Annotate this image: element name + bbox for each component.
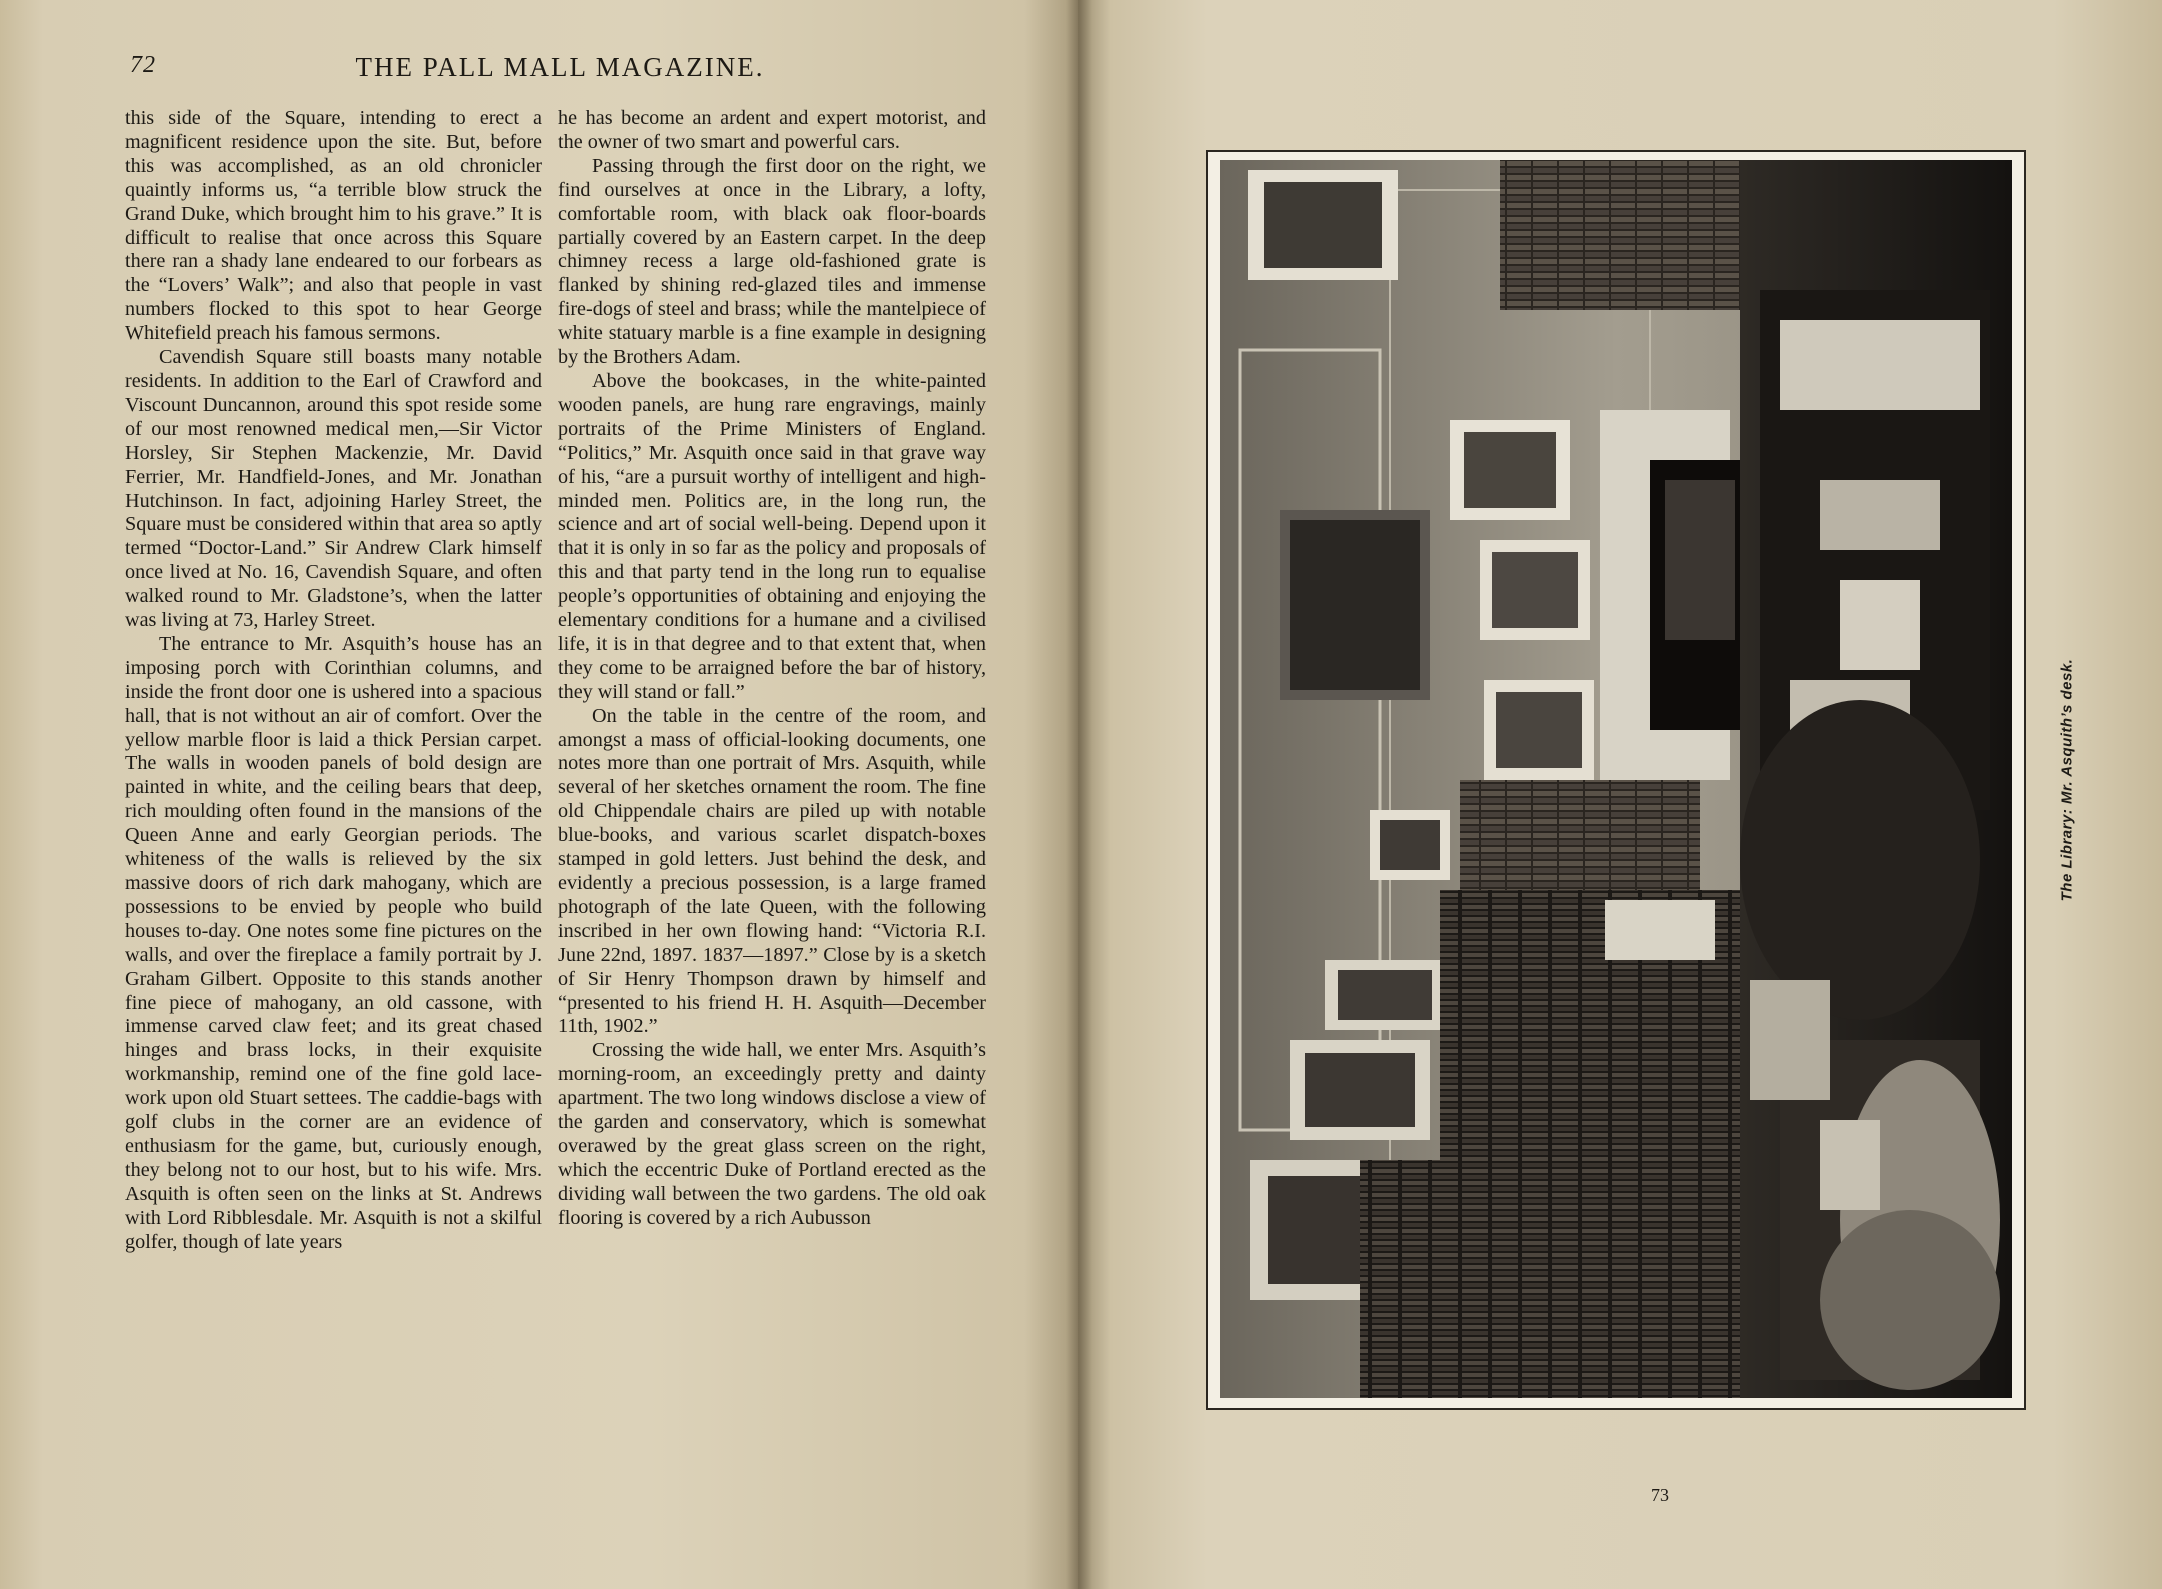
paragraph: The entrance to Mr. Asquith’s house has an imposing porch with Corinthian columns, and inside the front door one is ushered into a spacious hall, that is not without an air of comfort. Over the yellow marble floor is laid a thick Persian carpet. The walls in wooden panels of bold design are painted in white, and the ceiling bears that deep, rich moulding often found in the mansions of the Queen Anne and early Georgian periods. The whiteness of the walls is relieved by the six massive doors of rich dark mahogany, which are possessions to be envied by people who build houses to-day. One notes some fine pictures on the walls, and over the fireplace a family portrait by J. Graham Gilbert. Opposite to this stands another fine piece of mahogany, an old cassone, with immense carved claw feet; and its great chased hinges and brass locks, in their exquisite workmanship, remind one of the fine gold lace-work upon old Stuart settees. The caddie-bags with golf clubs in the corner are an evidence of enthusiasm for the game, but, curiously enough, they belong not to our host, but to his wife. Mrs. Asquith is often seen on the links at St. Andrews with Lord Ribblesdale. Mr. Asquith is not a skilful golfer, though of late years	[125, 632, 542, 1253]
photo-caption	[2052, 620, 2082, 940]
paragraph: Passing through the first door on the right, we find ourselves at once in the Library, a lofty, comfortable room, with black oak floor-boards partially covered by an Eastern carpet. In the deep chimney recess a large old-fashioned grate is flanked by shining red-glazed tiles and immense fire-dogs of steel and brass; while the mantelpiece of white statuary marble is a fine example in designing by the Brothers Adam.	[558, 154, 986, 369]
magazine-title: THE PALL MALL MAGAZINE.	[355, 52, 765, 82]
paragraph: Cavendish Square still boasts many notable residents. In addition to the Earl of Crawford and Viscount Duncannon, around this spot reside some of our most renowned medical men,—Sir Victor Horsley, Sir Stephen Mackenzie, Mr. David Ferrier, Mr. Handfield-Jones, and Mr. Jonathan Hutchinson. In fact, adjoining Harley Street, the Square must be considered within that area so aptly termed “Doctor-Land.” Sir Andrew Clark himself once lived at No. 16, Cavendish Square, and often walked round to Mr. Gladstone’s, when the latter was living at 73, Harley Street.	[125, 346, 542, 632]
library-photograph	[1220, 160, 2012, 1398]
page-number-right: 73	[1651, 1485, 1669, 1505]
paragraph: Crossing the wide hall, we enter Mrs. Asquith’s morning-room, an exceedingly pretty and dainty apartment. The two long windows disclose a view of the garden and conservatory, which is somewhat overawed by the great glass screen on the right, which the eccentric Duke of Portland erected as the dividing wall between the two gardens. The old oak flooring is covered by a rich Aubusson	[558, 1039, 986, 1229]
text-column-1	[125, 107, 542, 1255]
left-page	[0, 0, 1078, 1589]
photograph-frame	[1206, 150, 2026, 1410]
paragraph: he has become an ardent and expert motorist, and the owner of two smart and powerful cars.	[558, 107, 986, 153]
paragraph: Above the bookcases, in the white-painted wooden panels, are hung rare engravings, mainly portraits of the Prime Ministers of England. “Politics,” Mr. Asquith once said in that grave way of his, “are a pursuit worthy of intelligent and high-minded men. Politics are, in the long run, the science and art of social well-being. Depend upon it that it is only in so far as the policy and proposals of this and that party tend in the long run to equalise people’s opportunities of obtaining and enjoying the elementary conditions for a humane and a civilised life, it is in that degree and to that extent that, when they come to be arraigned before the bar of history, they will stand or fall.”	[558, 369, 986, 703]
caption-text: The Library: Mr. Asquith’s desk.	[2058, 658, 2076, 902]
book-gutter	[1066, 0, 1092, 1589]
running-head	[130, 52, 990, 92]
page-number-left: 72	[130, 52, 156, 78]
paragraph: On the table in the centre of the room, and amongst a mass of official-looking documents, one notes more than one portrait of Mrs. Asquith, while several of her sketches ornament the room. The fine old Chippendale chairs are piled up with notable blue-books, and various scarlet dispatch-boxes stamped in gold letters. Just behind the desk, and evidently a precious possession, is a large framed photograph of the late Queen, with the following inscribed in her own flowing hand: “Victoria R.I. June 22nd, 1897. 1837—1897.” Close by is a sketch of Sir Henry Thompson drawn by himself and “presented to his friend H. H. Asquith—December 11th, 1902.”	[558, 704, 986, 1038]
library-photo-illustration	[1220, 160, 2012, 1398]
text-column-2	[558, 107, 986, 1231]
paragraph: this side of the Square, intending to erect a magnificent residence upon the site. But, before this was accomplished, as an old chronicler quaintly informs us, “a terrible blow struck the Grand Duke, which brought him to his grave.” It is difficult to realise that once across this Square there ran a shady lane endeared to our forbears as the “Lovers’ Walk”; and also that people in vast numbers flocked to this spot to hear George Whitefield preach his famous sermons.	[125, 107, 542, 345]
